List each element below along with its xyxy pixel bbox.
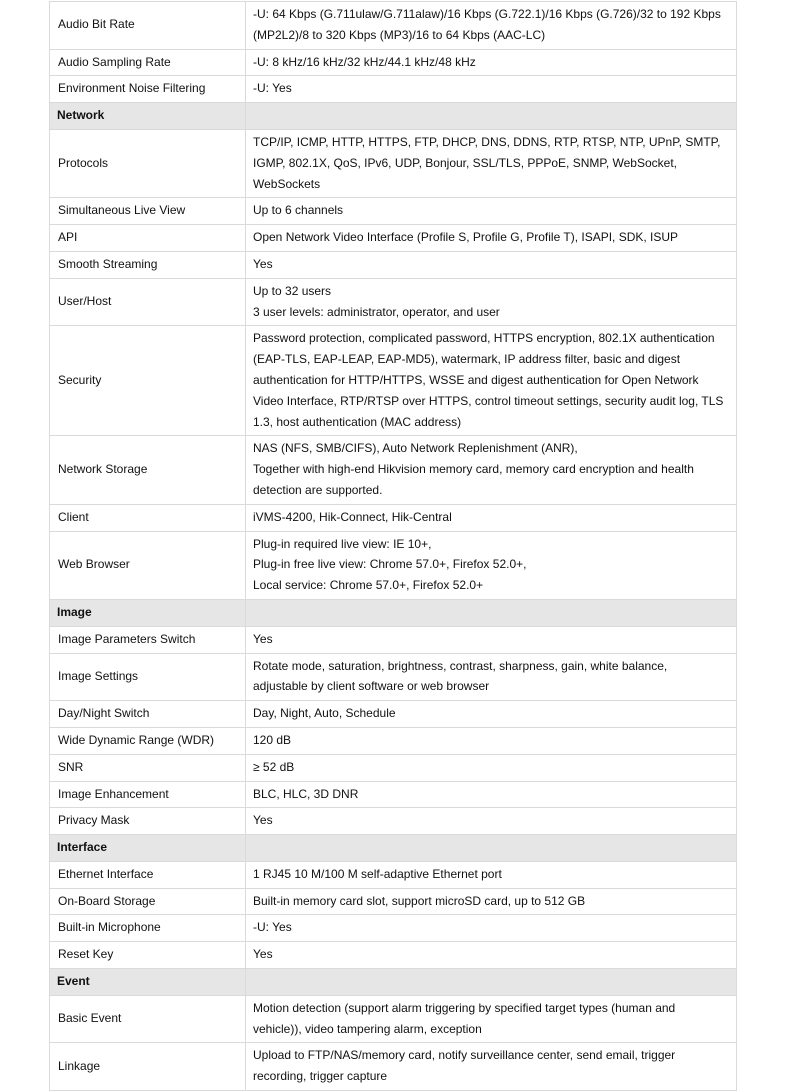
spec-value-line: ≥ 52 dB — [253, 759, 295, 774]
section-title: Interface — [50, 835, 246, 862]
spec-value — [246, 754, 737, 781]
spec-value — [246, 251, 737, 278]
spec-value-line: -U: Yes — [253, 81, 292, 96]
spec-row — [50, 251, 737, 278]
spec-label: Web Browser — [50, 531, 246, 599]
spec-row — [50, 995, 737, 1043]
spec-value — [246, 888, 737, 915]
spec-value-line: iVMS-4200, Hik-Connect, Hik-Central — [253, 509, 452, 524]
spec-value — [246, 436, 737, 504]
spec-label: Basic Event — [50, 995, 246, 1043]
section-header-row — [50, 969, 737, 996]
spec-value-line: Local service: Chrome 57.0+, Firefox 52.0+ — [253, 578, 484, 593]
spec-label: Image Parameters Switch — [50, 626, 246, 653]
spec-row — [50, 326, 737, 436]
section-spacer — [246, 103, 737, 130]
spec-row — [50, 76, 737, 103]
spec-label: Environment Noise Filtering — [50, 76, 246, 103]
spec-row — [50, 915, 737, 942]
spec-value — [246, 1043, 737, 1091]
spec-value-line: (EAP-TLS, EAP-LEAP, EAP-MD5), watermark, IP address filter, basic and digest — [253, 352, 681, 367]
spec-value-line: IGMP, 802.1X, QoS, IPv6, UDP, Bonjour, SSL/TLS, PPPoE, SNMP, WebSocket, — [253, 155, 677, 170]
section-title: Network — [50, 103, 246, 130]
spec-value-line: vehicle)), video tampering alarm, exception — [253, 1021, 482, 1036]
spec-row — [50, 653, 737, 701]
spec-row — [50, 942, 737, 969]
spec-label: API — [50, 225, 246, 252]
spec-value-line: Day, Night, Auto, Schedule — [253, 706, 396, 721]
spec-value-line: detection are supported. — [253, 482, 383, 497]
spec-label: Day/Night Switch — [50, 701, 246, 728]
section-spacer — [246, 599, 737, 626]
spec-value-line: BLC, HLC, 3D DNR — [253, 786, 359, 801]
section-title: Image — [50, 599, 246, 626]
section-spacer — [246, 969, 737, 996]
spec-label: Reset Key — [50, 942, 246, 969]
spec-value — [246, 504, 737, 531]
spec-value-line: Yes — [253, 813, 273, 828]
spec-row — [50, 727, 737, 754]
spec-label: SNR — [50, 754, 246, 781]
spec-value-line: Plug-in free live view: Chrome 57.0+, Firefox 52.0+, — [253, 557, 527, 572]
spec-value — [246, 129, 737, 197]
spec-value — [246, 626, 737, 653]
section-header-row — [50, 103, 737, 130]
spec-value-line: Built-in memory card slot, support microSD card, up to 512 GB — [253, 893, 586, 908]
spec-label: Linkage — [50, 1043, 246, 1091]
spec-value — [246, 225, 737, 252]
spec-value-line: Password protection, complicated password, HTTPS encryption, 802.1X authentication — [253, 331, 715, 346]
spec-value-line: Together with high-end Hikvision memory card, memory card encryption and health — [253, 462, 694, 477]
spec-row — [50, 781, 737, 808]
spec-value — [246, 808, 737, 835]
section-title: Event — [50, 969, 246, 996]
spec-value-line: Yes — [253, 256, 273, 271]
spec-row — [50, 888, 737, 915]
spec-label: Protocols — [50, 129, 246, 197]
spec-label: Smooth Streaming — [50, 251, 246, 278]
spec-value-line: authentication for HTTP/HTTPS, WSSE and digest authentication for Open Network — [253, 372, 699, 387]
spec-label: Ethernet Interface — [50, 861, 246, 888]
spec-row — [50, 2, 737, 50]
spec-value — [246, 76, 737, 103]
spec-value — [246, 278, 737, 326]
spec-value — [246, 531, 737, 599]
spec-label: Client — [50, 504, 246, 531]
spec-label: Privacy Mask — [50, 808, 246, 835]
spec-label: Security — [50, 326, 246, 436]
spec-row — [50, 626, 737, 653]
spec-table — [49, 1, 737, 1091]
spec-value-line: adjustable by client software or web browser — [253, 679, 490, 694]
spec-value-line: -U: 8 kHz/16 kHz/32 kHz/44.1 kHz/48 kHz — [253, 54, 476, 69]
spec-row — [50, 278, 737, 326]
spec-value — [246, 727, 737, 754]
spec-value-line: Video Interface, RTP/RTSP over HTTPS, control timeout settings, security audit log, TLS — [253, 393, 724, 408]
spec-value-line: recording, trigger capture — [253, 1069, 388, 1084]
spec-row — [50, 861, 737, 888]
spec-value — [246, 942, 737, 969]
spec-value — [246, 995, 737, 1043]
spec-label: User/Host — [50, 278, 246, 326]
spec-label: Wide Dynamic Range (WDR) — [50, 727, 246, 754]
spec-value — [246, 198, 737, 225]
spec-label: On-Board Storage — [50, 888, 246, 915]
spec-value-line: NAS (NFS, SMB/CIFS), Auto Network Replenishment (ANR), — [253, 441, 578, 456]
spec-value-line: Motion detection (support alarm triggering by specified target types (human and — [253, 1000, 676, 1015]
spec-label: Audio Sampling Rate — [50, 49, 246, 76]
section-header-row — [50, 599, 737, 626]
spec-row — [50, 1043, 737, 1091]
spec-row — [50, 198, 737, 225]
spec-label: Image Settings — [50, 653, 246, 701]
spec-value — [246, 781, 737, 808]
spec-row — [50, 504, 737, 531]
spec-value-line: WebSockets — [253, 176, 321, 191]
spec-row — [50, 129, 737, 197]
spec-value-line: 3 user levels: administrator, operator, and user — [253, 304, 500, 319]
spec-value-line: 120 dB — [253, 732, 292, 747]
spec-row — [50, 754, 737, 781]
spec-row — [50, 225, 737, 252]
spec-value-line: 1.3, host authentication (MAC address) — [253, 414, 462, 429]
spec-row — [50, 808, 737, 835]
spec-value-line: Up to 32 users — [253, 283, 332, 298]
spec-value-line: -U: 64 Kbps (G.711ulaw/G.711alaw)/16 Kbps (G.722.1)/16 Kbps (G.726)/32 to 192 Kbps — [253, 7, 721, 21]
spec-value-line: Yes — [253, 631, 273, 646]
spec-value — [246, 861, 737, 888]
spec-value-line: -U: Yes — [253, 920, 292, 935]
spec-value-line: Yes — [253, 947, 273, 962]
spec-value-line: (MP2L2)/8 to 320 Kbps (MP3)/16 to 64 Kbps (AAC-LC) — [253, 27, 546, 42]
spec-label: Built-in Microphone — [50, 915, 246, 942]
spec-value — [246, 49, 737, 76]
spec-value — [246, 2, 737, 50]
spec-label: Simultaneous Live View — [50, 198, 246, 225]
spec-value-line: Upload to FTP/NAS/memory card, notify surveillance center, send email, trigger — [253, 1048, 676, 1063]
spec-value — [246, 326, 737, 436]
spec-row — [50, 49, 737, 76]
spec-value-line: 1 RJ45 10 M/100 M self-adaptive Ethernet port — [253, 866, 502, 881]
spec-label: Audio Bit Rate — [50, 2, 246, 50]
spec-table-body — [50, 2, 737, 1091]
section-spacer — [246, 835, 737, 862]
spec-value-line: TCP/IP, ICMP, HTTP, HTTPS, FTP, DHCP, DNS, DDNS, RTP, RTSP, NTP, UPnP, SMTP, — [253, 134, 721, 149]
spec-value — [246, 915, 737, 942]
spec-value — [246, 653, 737, 701]
spec-value-line: Plug-in required live view: IE 10+, — [253, 536, 432, 551]
spec-label: Image Enhancement — [50, 781, 246, 808]
spec-row — [50, 701, 737, 728]
spec-value-line: Up to 6 channels — [253, 203, 344, 218]
spec-label: Network Storage — [50, 436, 246, 504]
spec-value-line: Rotate mode, saturation, brightness, contrast, sharpness, gain, white balance, — [253, 658, 668, 673]
spec-row — [50, 436, 737, 504]
section-header-row — [50, 835, 737, 862]
spec-value — [246, 701, 737, 728]
spec-row — [50, 531, 737, 599]
spec-value-line: Open Network Video Interface (Profile S, Profile G, Profile T), ISAPI, SDK, ISUP — [253, 230, 679, 245]
